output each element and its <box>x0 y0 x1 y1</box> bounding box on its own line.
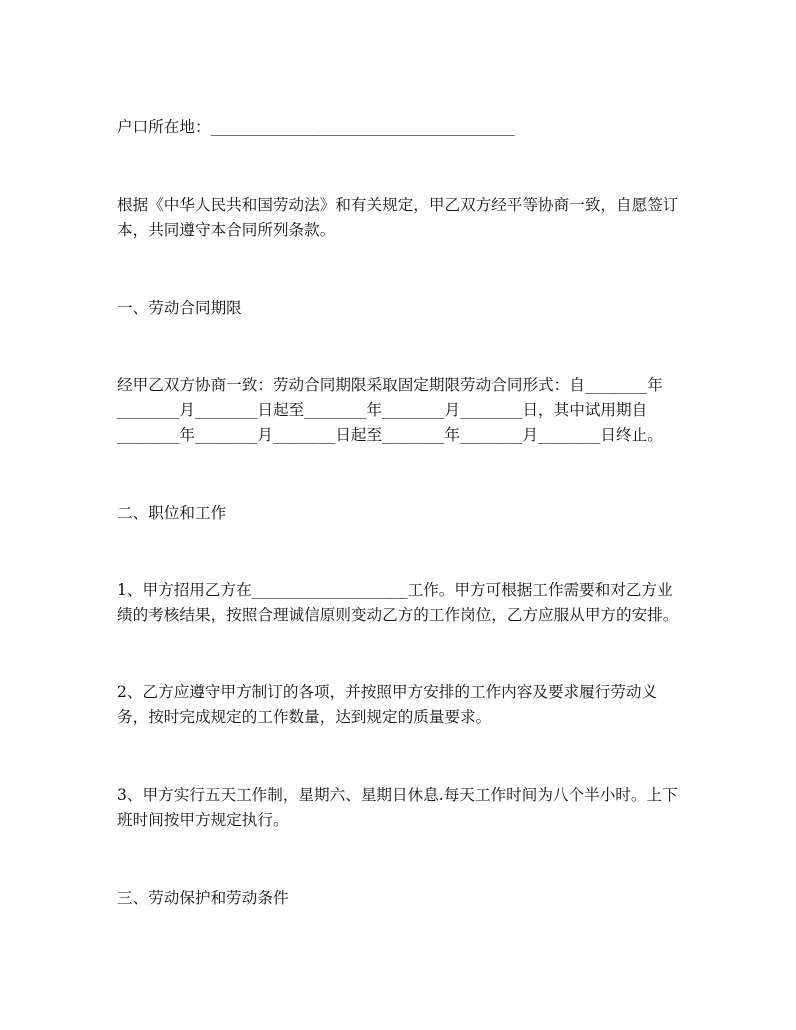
section-heading-text: 三、劳动保护和劳动条件 <box>117 889 289 907</box>
section-heading-contract-term <box>117 296 242 321</box>
contract-term-line: 经甲乙双方协商一致：劳动合同期限采取固定期限劳动合同形式：自________年 <box>117 376 663 394</box>
section-heading-text: 二、职位和工作 <box>117 504 227 522</box>
clause-item-1 <box>117 578 678 628</box>
intro-line: 根据《中华人民共和国劳动法》和有关规定，甲乙双方经平等协商一致，自愿签订 <box>117 196 679 214</box>
household-registration-field <box>117 115 515 140</box>
contract-term-paragraph <box>117 373 663 447</box>
contract-term-line: ________年________月________日起至________年________月________日终止。 <box>117 425 663 444</box>
clause-item-3 <box>117 783 678 833</box>
clause-item-2 <box>117 680 657 730</box>
section-heading-text: 一、劳动合同期限 <box>117 299 242 317</box>
clause-line: 绩的考核结果，按照合理诚信原则变动乙方的工作岗位，乙方应服从甲方的安排。 <box>117 605 679 624</box>
clause-line: 3、甲方实行五天工作制，星期六、星期日休息.每天工作时间为八个半小时。上下 <box>117 786 678 804</box>
clause-line: 1、甲方招用乙方在____________________工作。甲方可根据工作需要和对乙方业 <box>117 581 673 599</box>
household-registration-line: 户口所在地：_______________________________________ <box>117 118 515 136</box>
section-heading-position-work <box>117 501 226 526</box>
contract-term-line: ________月________日起至________年________月________日，其中试用期自 <box>117 400 648 419</box>
intro-line: 本，共同遵守本合同所列条款。 <box>117 220 336 239</box>
clause-line: 务，按时完成规定的工作数量，达到规定的质量要求。 <box>117 707 492 726</box>
clause-line: 班时间按甲方规定执行。 <box>117 810 289 829</box>
section-heading-labor-protection <box>117 886 289 911</box>
clause-line: 2、乙方应遵守甲方制订的各项，并按照甲方安排的工作内容及要求履行劳动义 <box>117 683 658 701</box>
intro-paragraph <box>117 193 678 243</box>
